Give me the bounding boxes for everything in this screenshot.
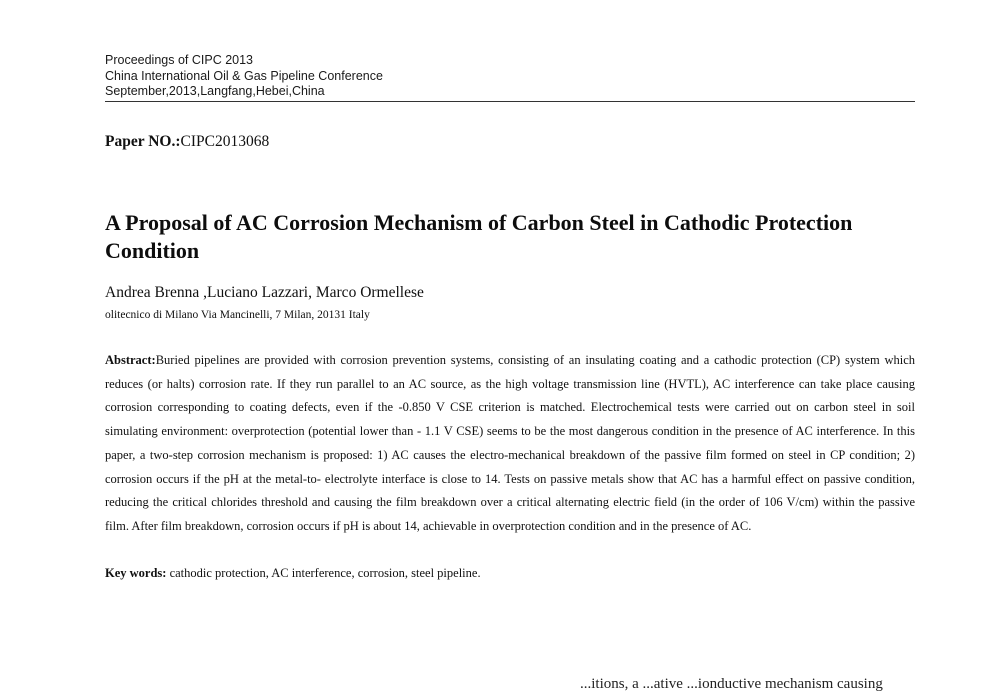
paper-title: A Proposal of AC Corrosion Mechanism of Carbon Steel in Cathodic Protection Condition: [105, 210, 853, 263]
paper-number-label: Paper NO.:: [105, 133, 181, 150]
keywords-label: Key words:: [105, 566, 167, 580]
header-conference: China International Oil & Gas Pipeline Conference: [105, 68, 383, 83]
abstract-label: Abstract:: [105, 353, 156, 367]
header-proceedings: Proceedings of CIPC 2013: [105, 53, 254, 67]
header-divider: [105, 101, 915, 102]
paper-number: [105, 133, 269, 151]
keywords: [105, 566, 481, 581]
authors: Andrea Brenna ,Luciano Lazzari, Marco Ormellese: [105, 284, 424, 301]
conference-header: [105, 53, 383, 100]
paper-number-value: CIPC2013068: [180, 133, 270, 150]
abstract: [105, 349, 915, 539]
affiliation: olitecnico di Milano Via Mancinelli, 7 Milan, 20131 Italy: [105, 309, 370, 321]
abstract-text: Buried pipelines are provided with corrosion prevention systems, consisting of an insulating coating and a cathodic protection (CP) system which reduces (or halts) corrosion rate. If they run parallel to an AC source, as the high voltage transmission line (HVTL), AC interference can take place causing corrosion corresponding to coating defects, even if the -0.850 V CSE criterion is matched. Electrochemical tests were carried out on carbon steel in soil simulating environment: overprotection (potential lower than - 1.1 V CSE) seems to be the most dangerous condition in the presence of AC interference. In this paper, a two-step corrosion mechanism is proposed: 1) AC causes the electro-mechanical breakdown of the passive film formed on steel in CP condition; 2) corrosion occurs if the pH at the metal-to- electrolyte interface is close to 14. Tests on passive metals show that AC has a harmful effect on passive condition, reducing the critical chlorides threshold and causing the film breakdown over a critical alternating electric field (in the order of 106 V/cm) within the passive film. After film breakdown, corrosion occurs if pH is about 14, achievable in overprotection condition and in the presence of AC.: [105, 353, 915, 533]
keywords-text: cathodic protection, AC interference, corrosion, steel pipeline.: [166, 566, 481, 580]
cut-off-body-line: ...itions, a ...ative ...ionductive mechanism causing: [580, 676, 883, 692]
header-date-location: September,2013,Langfang,Hebei,China: [105, 84, 325, 98]
